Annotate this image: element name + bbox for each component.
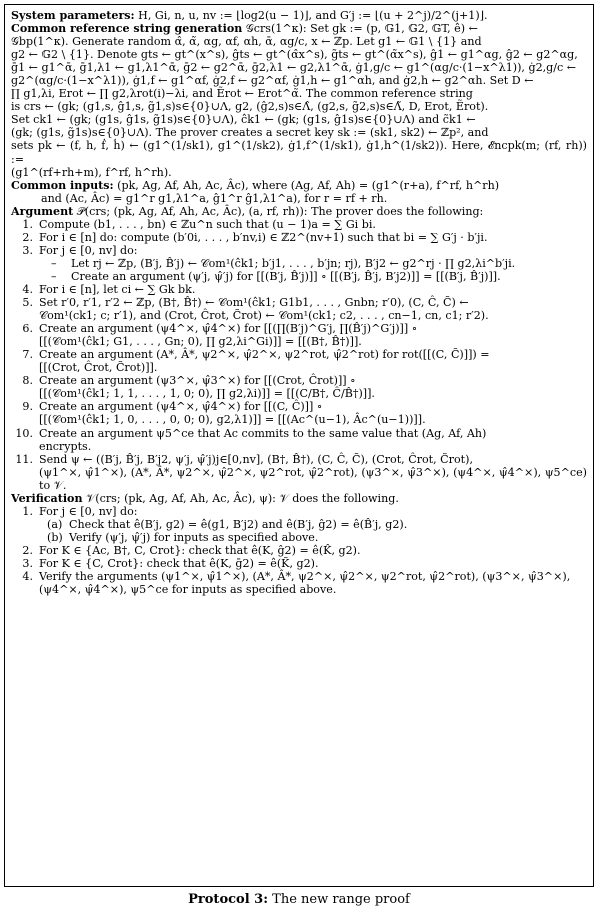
step-number: 1.: [22, 217, 33, 231]
verification-step: [11, 505, 587, 518]
step-number: 5.: [22, 296, 33, 310]
argument-step: [11, 374, 587, 400]
substep-line: Create an argument (ψ′j, ψ̂′j) for [[(B′j, B̂′j)]] ∘ [[(B′j, B̂′j, B′j2)]] = [[(B′j, B̂′j)]].: [71, 269, 501, 283]
system-parameters-text: H, Gi, n, u, nv := ⌊log2(u − 1)⌋, and G′j := ⌊(u + 2^j)/2^(j+1)⌋.: [138, 9, 488, 22]
crs-line: 𝒢crs(1^κ): Set gk := (p, 𝔾1, 𝔾2, 𝔾T, ê) ←: [245, 22, 478, 36]
step-line: Create an argument ψ5^ce that Ac commits to the same value that (Ag, Af, Ah): [39, 426, 487, 440]
step-line: Compute (b1, . . . , bn) ∈ ℤu^n such that (u − 1)a = ∑ Gi bi.: [39, 217, 376, 231]
argument-step: [11, 244, 587, 257]
common-inputs-label: Common inputs:: [11, 178, 114, 192]
step-number: 2.: [22, 230, 33, 244]
argument-step: [11, 427, 587, 453]
verification-step: [11, 570, 587, 596]
step-line: For i ∈ [n] do: compute (b′0i, . . . , b′nv,i) ∈ ℤ2^(nv+1) such that bi = ∑ G′j · b′ji.: [39, 230, 488, 244]
argument-substep: [11, 257, 587, 270]
argument-step: [11, 322, 587, 348]
step-line: [[(𝒞om¹(ĉk1; 1, 1, . . . , 1, 0; 0), ∏ g2,λi)]] = [[(C/B†, Ĉ/B̂†)]].: [39, 387, 375, 401]
crs-line: 𝒢bp(1^κ). Generate random α̂, α̃, αg, αf, αh, ᾱ, αg/c, x ← ℤp. Let g1 ← 𝔾1 \ {1} and: [11, 35, 482, 49]
step-number: 7.: [22, 348, 33, 362]
crs-line: g2^(αg/c·(1−x^λ1)), ġ1,f ← g1^αf, ġ2,f ← g2^αf, ġ1,h ← g1^αh, and ġ2,h ← g2^αh. Set D ←: [11, 74, 534, 88]
substep-line: Check that ê(B′j, g2) = ê(g1, B′j2) and ê(B′j, ĝ2) = ê(B̂′j, g2).: [69, 517, 408, 531]
argument-section: [11, 205, 587, 492]
crs-line: (g1^(rf+rh+m), f^rf, h^rh).: [11, 165, 172, 179]
step-line: For j ∈ [0, nv] do:: [39, 504, 138, 518]
argument-step: [11, 283, 587, 296]
common-inputs-line: and (Ac, Âc) = g1^r g1,λ1^a, ĝ1^r ĝ1,λ1^a), for r = rf + rh.: [41, 191, 388, 205]
step-line: (ψ4^×, ψ̂4^×), ψ5^ce for inputs as specified above.: [39, 583, 337, 597]
crs-line: (gk; (g1s, g̃1s)s∈{0}∪Λ). The prover creates a secret key sk := (sk1, sk2) ← ℤp², and: [11, 126, 489, 140]
step-number: 3.: [22, 556, 33, 570]
crs-line: is crs ← (gk; (g1,s, ĝ1,s, g̃1,s)s∈{0}∪Λ, g2, (ĝ2,s)s∈Λ̂, (g2,s, g̃2,s)s∈Λ̃, D, Erot, Ẽrot).: [11, 100, 489, 114]
system-parameters: [11, 9, 587, 22]
step-line: For K ∈ {C, Crot}: check that ê(K, ḡ2) = ê(K̃, g2).: [39, 556, 319, 570]
step-line: Create an argument (ψ4^×, ψ̂4^×) for [[(∏(B′j)^G′j, ∏(B̂′j)^G′j)]] ∘: [39, 322, 418, 336]
verification-label: Verification: [11, 491, 83, 505]
protocol-box: [4, 4, 594, 887]
verification-substep: [11, 531, 587, 544]
verification-intro: 𝒱(crs; (pk, Ag, Af, Ah, Ac, Âc), ψ): 𝒱 does the following.: [86, 491, 399, 505]
argument-label: Argument: [11, 204, 74, 218]
argument-step: [11, 218, 587, 231]
step-number: 10.: [15, 426, 33, 440]
argument-step: [11, 296, 587, 322]
step-line: Set r′0, r′1, r′2 ← ℤp, (B†, B̂†) ← 𝒞om¹(ĉk1; G1b1, . . . , Gnbn; r′0), (C, Ĉ, C̃) ←: [39, 296, 469, 310]
step-number: 6.: [22, 322, 33, 336]
substep-marker: –: [51, 256, 57, 270]
crs-section: [11, 22, 587, 179]
argument-step: [11, 231, 587, 244]
step-number: 9.: [22, 400, 33, 414]
step-line: [[(𝒞om¹(ĉk1; 1, 0, . . . , 0, 0; 0), g2,λ1)]] = [[(Ac^(u−1), Âc^(u−1))]].: [39, 413, 426, 427]
step-line: (ψ1^×, ψ̂1^×), (A*, Â*, ψ2^×, ψ̂2^×, ψ2^rot, ψ̂2^rot), (ψ3^×, ψ̂3^×), (ψ4^×, ψ̂4^×), ψ5^ce) to 𝒱.: [39, 465, 587, 492]
step-line: For K ∈ {Ac, B†, C, Crot}: check that ê(K, ĝ2) = ê(K̂, g2).: [39, 543, 361, 557]
step-number: 4.: [22, 570, 33, 584]
substep-marker: (a): [47, 517, 63, 531]
verification-step: [11, 544, 587, 557]
substep-line: Verify (ψ′j, ψ̂′j) for inputs as specified above.: [69, 530, 319, 544]
step-line: encrypts.: [39, 439, 92, 453]
step-line: For i ∈ [n], let ci ← ∑ Gk bk.: [39, 282, 196, 296]
argument-intro: 𝒫(crs; (pk, Ag, Af, Ah, Ac, Âc), (a, rf, rh)): The prover does the following:: [76, 204, 484, 218]
step-line: Verify the arguments (ψ1^×, ψ̂1^×), (A*, Â*, ψ2^×, ψ̂2^×, ψ2^rot, ψ̂2^rot), (ψ3^×, ψ̂3^×),: [39, 570, 571, 584]
step-line: [[(Crot, Ĉrot, C̃rot)]].: [39, 361, 158, 375]
common-inputs-section: [11, 179, 587, 205]
step-line: 𝒞om¹(ck1; c; r′1), and (Crot, Ĉrot, C̃rot) ← 𝒞om¹(ck1; c2, . . . , cn−1, cn, c1; r′2).: [39, 309, 489, 323]
step-number: 11.: [15, 452, 33, 466]
crs-line: g2 ← 𝔾2 \ {1}. Denote gts ← gt^(x^s), ĝts ← gt^(α̂x^s), g̃ts ← gt^(α̃x^s), ĝ1 ← g1^αg, ĝ2 ← g2^αg,: [11, 48, 578, 62]
protocol-caption: [0, 892, 598, 907]
verification-step: [11, 557, 587, 570]
system-parameters-label: System parameters:: [11, 9, 135, 22]
argument-substep: [11, 270, 587, 283]
step-line: For j ∈ [0, nv] do:: [39, 243, 138, 257]
substep-line: Let rj ← ℤp, (B′j, B̂′j) ← 𝒞om¹(ĉk1; b′j1, . . . , b′jn; rj), B′j2 ← g2^rj · ∏ g2,λi^b′ji.: [71, 256, 516, 270]
caption-label: Protocol 3:: [188, 892, 269, 907]
crs-label: Common reference string generation: [11, 22, 243, 36]
crs-line: Set ck1 ← (gk; (g1s, ĝ1s, g̃1s)s∈{0}∪Λ), ĉk1 ← (gk; (g1s, ĝ1s)s∈{0}∪Λ) and c̃k1 ←: [11, 113, 476, 127]
crs-line: ḡ1 ← g1^ᾱ, ḡ1,λ1 ← g1,λ1^ᾱ, ḡ2 ← g2^ᾱ, ḡ2,λ1 ← g2,λ1^ᾱ, ġ1,g/c ← g1^(αg/c·(1−x^λ1)), ġ2,g/c ←: [11, 61, 577, 75]
step-number: 3.: [22, 243, 33, 257]
step-line: Send ψ ← ((B′j, B̂′j, B′j2, ψ′j, ψ̂′j)j∈[0,nv], (B†, B̂†), (C, Ĉ, C̃), (Crot, Ĉrot, C̃rot),: [39, 452, 473, 466]
argument-step: [11, 400, 587, 426]
step-number: 4.: [22, 282, 33, 296]
step-line: Create an argument (ψ4^×, ψ̂4^×) for [[(C, Ĉ)]] ∘: [39, 400, 323, 414]
common-inputs-line: (pk, Ag, Af, Ah, Ac, Âc), where (Ag, Af, Ah) = (g1^(r+a), f^rf, h^rh): [117, 178, 500, 192]
substep-marker: –: [51, 269, 57, 283]
step-number: 8.: [22, 374, 33, 388]
crs-line: sets pk ← (f, h, ḟ, ḣ) ← (g1^(1/sk1), g1^(1/sk2), ġ1,f^(1/sk1), ġ1,h^(1/sk2)). Here, 𝓔ncpk(m; (rf, rh)) :=: [11, 139, 587, 166]
step-line: [[(𝒞om¹(ĉk1; G1, . . . , Gn; 0), ∏ g2,λi^Gi)]] = [[(B†, B̂†)]].: [39, 335, 362, 349]
step-number: 2.: [22, 543, 33, 557]
caption-text: The new range proof: [272, 892, 410, 907]
step-number: 1.: [22, 504, 33, 518]
argument-step: [11, 348, 587, 374]
step-line: Create an argument (A*, Â*, ψ2^×, ψ̂2^×, ψ2^rot, ψ̂2^rot) for rot([[(C, C̃)]]) =: [39, 348, 490, 362]
step-line: Create an argument (ψ3^×, ψ̂3^×) for [[(Crot, Ĉrot)]] ∘: [39, 374, 356, 388]
verification-section: [11, 492, 587, 596]
argument-step: [11, 453, 587, 492]
crs-line: ∏ g1,λi, Erot ← ∏ g2,λrot(i)−λi, and Ẽrot ← Erot^α̃. The common reference string: [11, 87, 473, 101]
substep-marker: (b): [47, 530, 63, 544]
verification-substep: [11, 518, 587, 531]
